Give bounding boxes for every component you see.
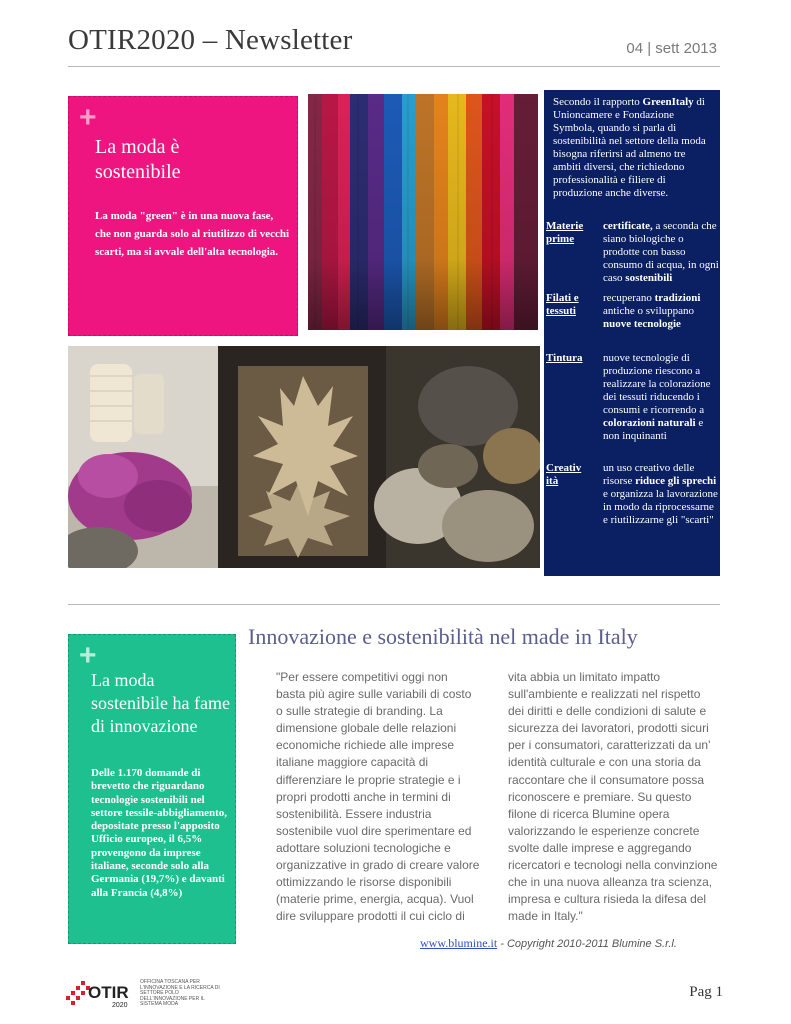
sidebar-intro: Secondo il rapporto GreenItaly di Unioncamere e Fondazione Symbola, quando si parla di sostenibilità nel settore della moda bisogna riferirsi ad almeno tre ambiti diversi, che richiedono professionalità e filiere di produzione anche diverse. [553,96,706,199]
feature-title: La moda è sostenibile [95,136,181,183]
feature-title: La moda sostenibile ha fame di innovazione [91,670,230,736]
sidebar-term: Filati e tessuti [546,292,579,317]
sidebar-desc: recuperano tradizioni antiche o sviluppano nuove tecnologie [603,292,701,330]
fabrics-photo [308,94,538,330]
sidebar-term: Tintura [546,352,583,364]
article-column-1: "Per essere competitivi oggi non basta più agire sulle variabili di costo o sulle strategie di branding. La dimensione globale delle relazioni economiche richiede alle imprese italiane maggiore capacità di differenziare le proprie strategie e i propri prodotti anche in termini di sostenibilità. Essere industria sostenibile vuol dire sperimentare ed adottare soluzioni tecnologiche e organizzative in grado di creare valore ottimizzando le risorse disponibili (materie prime, energia, acqua). Vuol dire sviluppare prodotti il cui ciclo di [276,670,480,924]
feature-text: Delle 1.170 domande di brevetto che riguardano tecnologie sostenibili nel settore tessile-abbigliamento, depositate presso l'apposito Ufficio europeo, il 6,5% provengono da imprese italiane, seconde solo alla Germania (19,7%) e davanti alla Francia (4,8%) [91,767,228,899]
sidebar-term: Creativ ità [546,462,582,487]
article-heading: Innovazione e sostenibilità nel made in Italy [248,624,638,649]
svg-text:OTIR: OTIR [88,983,129,1002]
logo-caption: OFFICINA TOSCANA PER L'INNOVAZIONE E LA RICERCA DI SETTORE POLO DELL'INNOVAZIONE PER IL SISTEMA MODA [140,979,220,1008]
feature-box-innovazione [68,634,236,944]
header-divider [68,66,720,67]
plus-icon: + [79,101,97,134]
blumine-link[interactable]: www.blumine.it [420,936,498,950]
newsletter-title: OTIR2020 – Newsletter [68,24,353,56]
feature-box-moda-sostenibile [68,96,298,336]
greenitaly-sidebar [544,90,720,576]
sidebar-desc: certificate, a seconda che siano biologiche o prodotte con basso consumo di acqua, in ogni caso sostenibili [603,220,719,284]
feature-text: La moda "green" è in una nuova fase, che non guarda solo al riutilizzo di vecchi scarti, ma si avvale dell'alta tecnologia. [95,210,290,258]
section-divider [68,604,720,605]
copyright-text: - Copyright 2010-2011 Blumine S.r.l. [500,938,677,950]
article-column-2: vita abbia un limitato impatto sull'ambiente e realizzati nel rispetto dei diritti e delle condizioni di salute e sicurezza dei lavoratori, prodotti sicuri per i consumatori, caratterizzati da un' identità culturale e con una storia da raccontare che il consumatore possa riconoscere e premiare. Su questo filone di ricerca Blumine opera valorizzando le esperienze concrete svolte dalle imprese e aggregando ricercatori e tecnologi nella convinzione che in una nuova alleanza tra scienza, impresa e cultura risieda la difesa del made in Italy." [508,670,718,924]
plus-icon: + [79,639,97,672]
footer-credit [420,936,677,951]
sidebar-desc: un uso creativo delle risorse riduce gli sprechi e organizza la lavorazione in modo da riprocessarne e riutilizzarne gli "scarti" [603,462,718,526]
svg-text:2020: 2020 [112,1002,128,1009]
sidebar-desc: nuove tecnologie di produzione riescono a realizzare la colorazione dei tessuti riducendo i consumi e ricorrendo a colorazioni naturali e non inquinanti [603,352,711,442]
sidebar-term: Materie prime [546,220,584,245]
page-number: Pag 1 [689,984,723,1000]
otir-logo [66,974,226,1010]
textiles-collage-photo [68,346,540,568]
issue-date: 04 | sett 2013 [626,40,717,57]
